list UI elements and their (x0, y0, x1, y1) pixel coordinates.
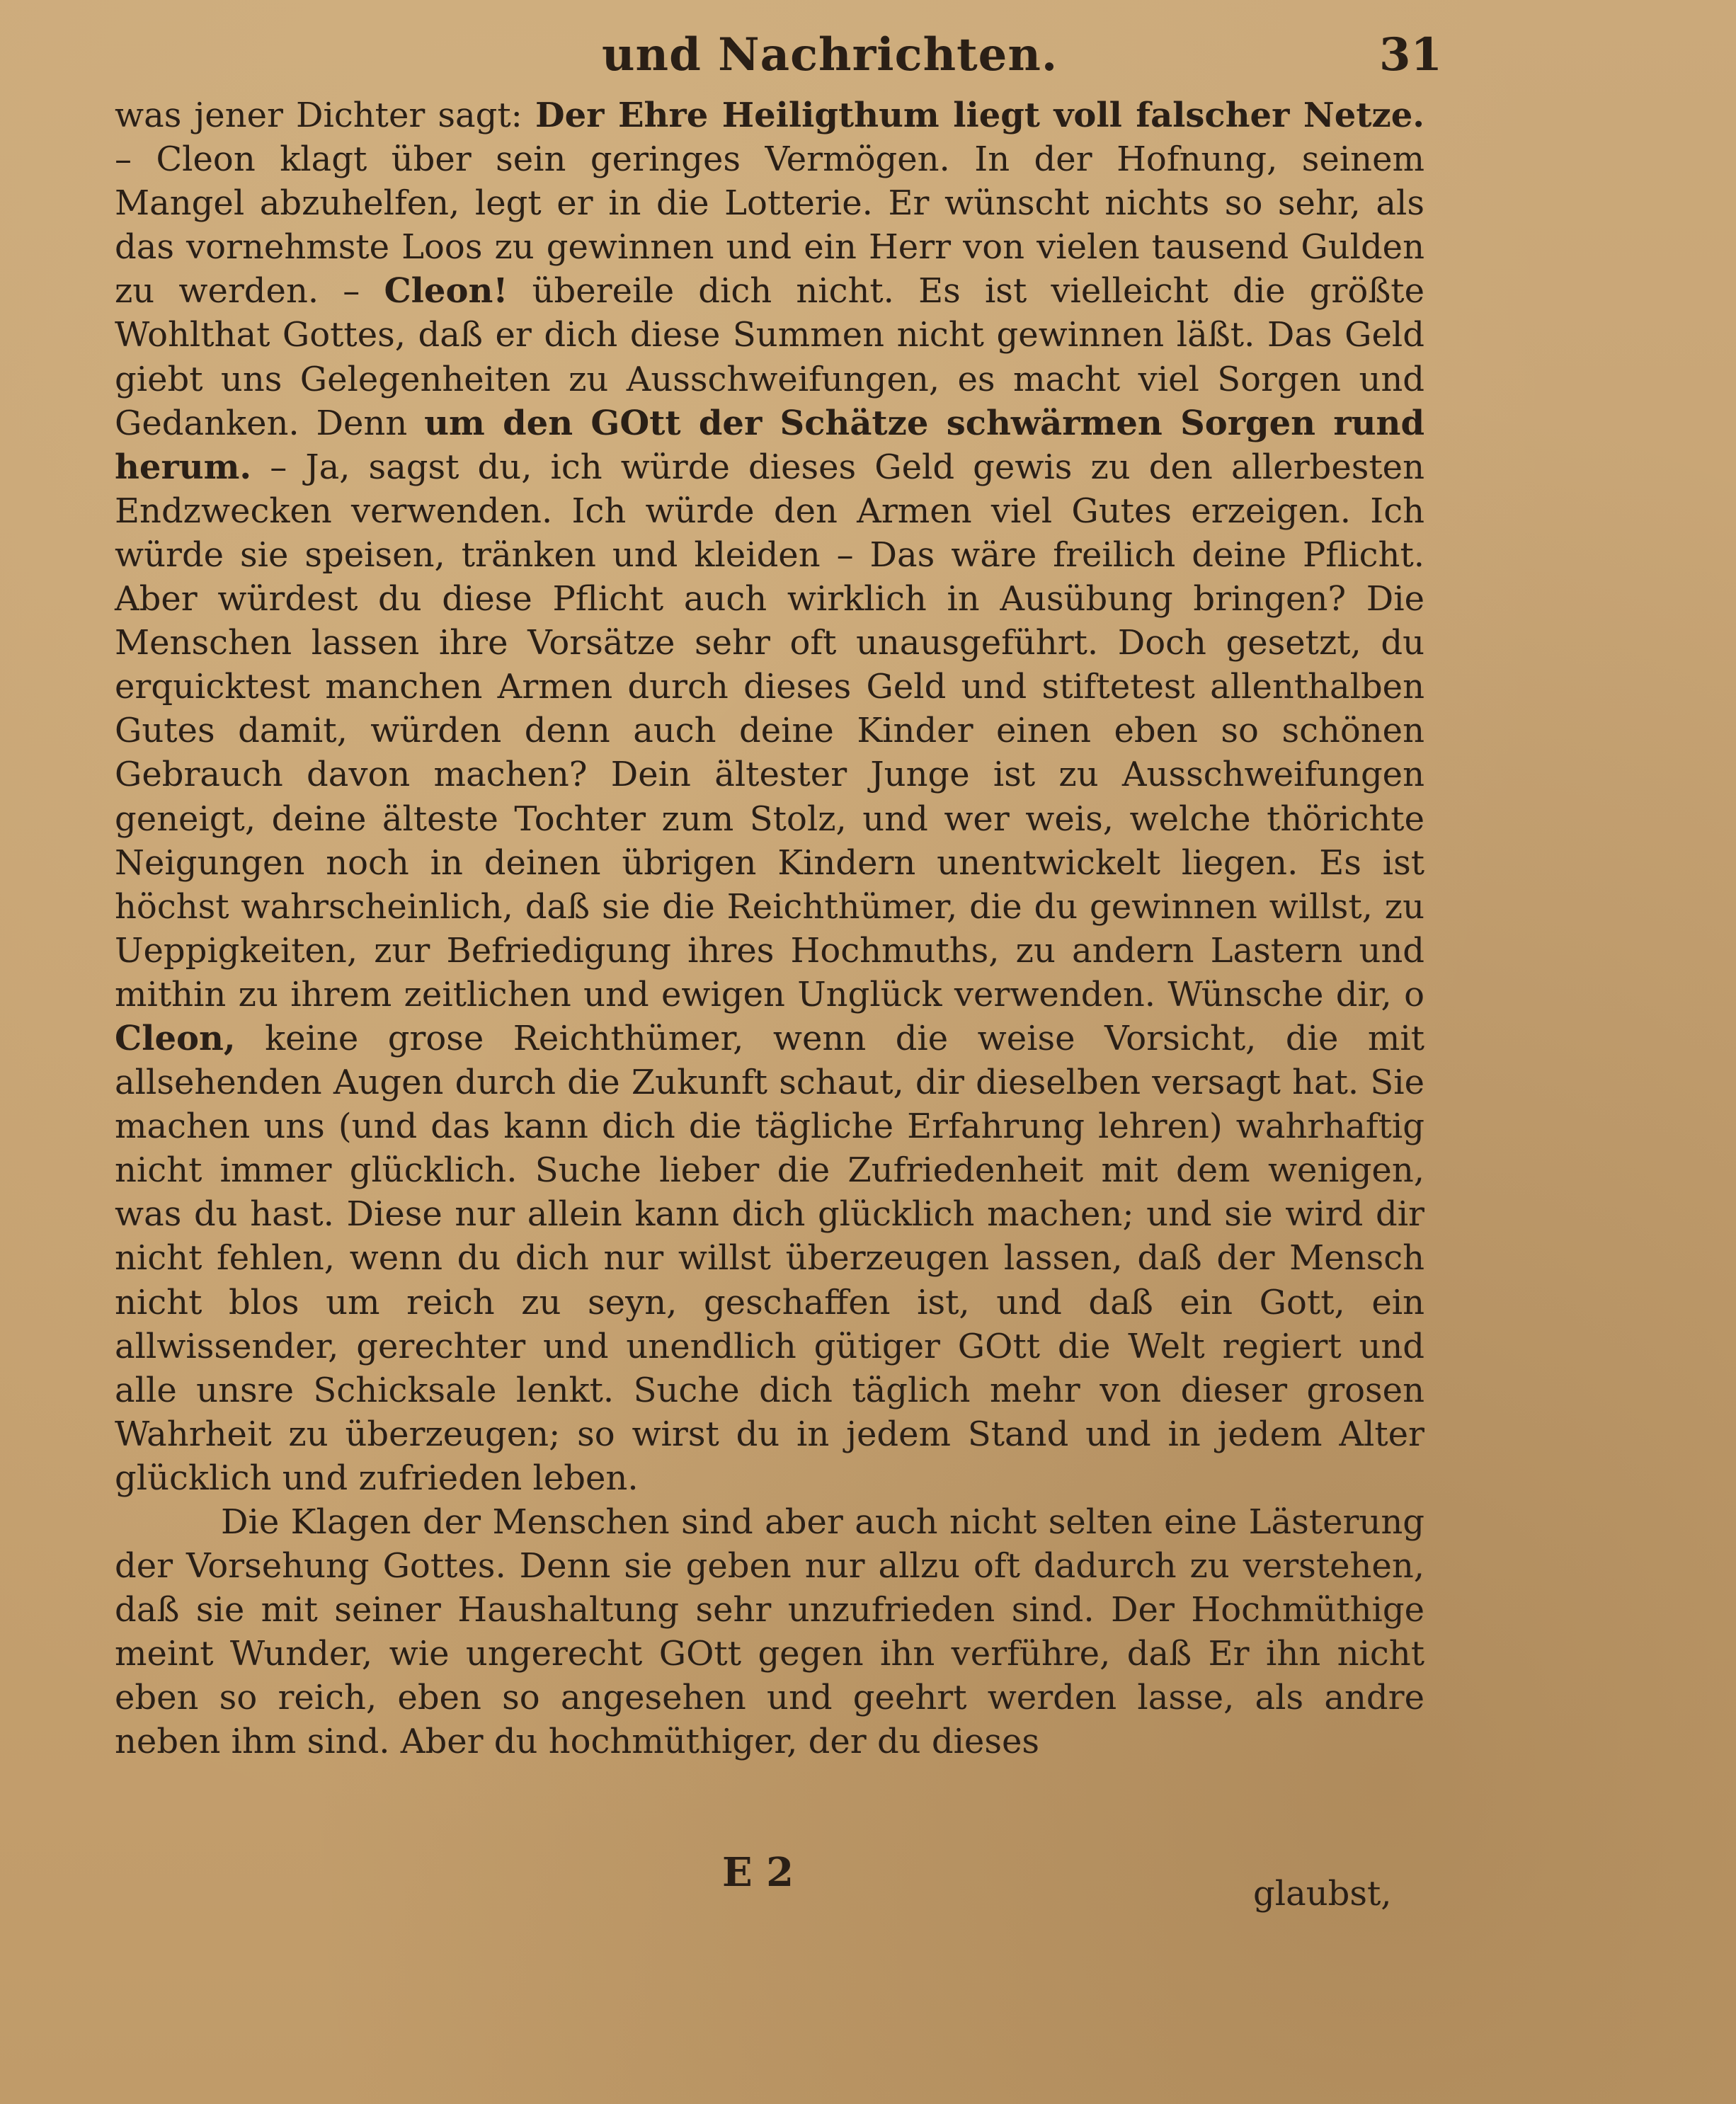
paragraph-1 (115, 93, 1424, 1500)
paragraph-1-text-4: – Ja, sagst du, ich würde dieses Geld gewis zu den allerbesten Endzwecken verwenden. Ich würde den Armen viel Gutes erzeigen. Ich würde sie speisen, tränken und kleiden – Das wäre freilich deine Pflicht. Aber würdest du diese Pflicht auch wirklich in Ausübung bringen? Die Menschen lassen ihre Vorsätze sehr oft unausgeführt. Doch gesetzt, du erquicktest manchen Armen durch dieses Geld und stiftetest allenthalben Gutes damit, würden denn auch deine Kinder einen eben so schönen Gebrauch davon machen? Dein ältester Junge ist zu Ausschweifungen geneigt, deine älteste Tochter zum Stolz, und wer weis, welche thörichte Neigungen noch in deinen übrigen Kindern unentwickelt liegen. Es ist höchst wahrscheinlich, daß sie die Reichthümer, die du gewinnen willst, zu Ueppigkeiten, zur Befriedigung ihres Hochmuths, zu andern Lastern und mithin zu ihrem zeitlichen und ewigen Unglück verwenden. Wünsche dir, o (115, 447, 1424, 1014)
catchword: glaubst, (1253, 1874, 1392, 1914)
body-text (115, 93, 1424, 1764)
paragraph-1-emphasis-1: Der Ehre Heiligthum liegt voll falscher Netze. (535, 96, 1425, 135)
paragraph-1-emphasis-4: Cleon, (115, 1018, 236, 1058)
paragraph-1-emphasis-2: Cleon! (384, 271, 508, 311)
paragraph-1-emphasis-3: um den GOtt der Schätze schwärmen Sorgen rund herum. (115, 403, 1425, 487)
paragraph-1-text-1: was jener Dichter sagt: (115, 96, 522, 135)
page-number: 31 (1379, 28, 1443, 81)
page-footer (0, 1841, 1736, 1914)
paragraph-1-text-3: übereile dich nicht. Es ist vielleicht die größte Wohlthat Gottes, daß er dich diese Summen nicht gewinnen läßt. Das Geld giebt uns Gelegenheiten zu Ausschweifungen, es macht viel Sorgen und Gedanken. Denn (115, 271, 1424, 443)
signature-mark: E 2 (722, 1849, 794, 1896)
page-header (0, 20, 1736, 91)
paragraph-1-text-2: – Cleon klagt über sein geringes Vermögen. In der Hofnung, seinem Mangel abzuhelfen, legt er in die Lotterie. Er wünscht nichts so sehr, als das vornehmste Loos zu gewinnen und ein Herr von vielen tausend Gulden zu werden. – (115, 139, 1424, 311)
paragraph-1-text-5: keine grose Reichthümer, wenn die weise Vorsicht, die mit allsehenden Augen durch die Zukunft schaut, dir dieselben versagt hat. Sie machen uns (und das kann dich die tägliche Erfahrung lehren) wahrhaftig nicht immer glücklich. Suche lieber die Zufriedenheit mit dem wenigen, was du hast. Diese nur allein kann dich glücklich machen; und sie wird dir nicht fehlen, wenn du dich nur willst überzeugen lassen, daß der Mensch nicht blos um reich zu seyn, geschaffen ist, und daß ein Gott, ein allwissender, gerechter und unendlich gütiger GOtt die Welt regiert und alle unsre Schicksale lenkt. Suche dich täglich mehr von dieser grosen Wahrheit zu überzeugen; so wirst du in jedem Stand und in jedem Alter glücklich und zufrieden leben. (115, 1018, 1424, 1498)
paragraph-2: Die Klagen der Menschen sind aber auch nicht selten eine Lästerung der Vorsehung Gottes. Denn sie geben nur allzu oft dadurch zu verstehen, daß sie mit seiner Haushaltung sehr unzufrieden sind. Der Hochmüthige meint Wunder, wie ungerecht GOtt gegen ihn verführe, daß Er ihn nicht eben so reich, eben so angesehen und geehrt werden lasse, als andre neben ihm sind. Aber du hochmüthiger, der du dieses (115, 1502, 1424, 1762)
running-head: und Nachrichten. (602, 28, 1058, 81)
